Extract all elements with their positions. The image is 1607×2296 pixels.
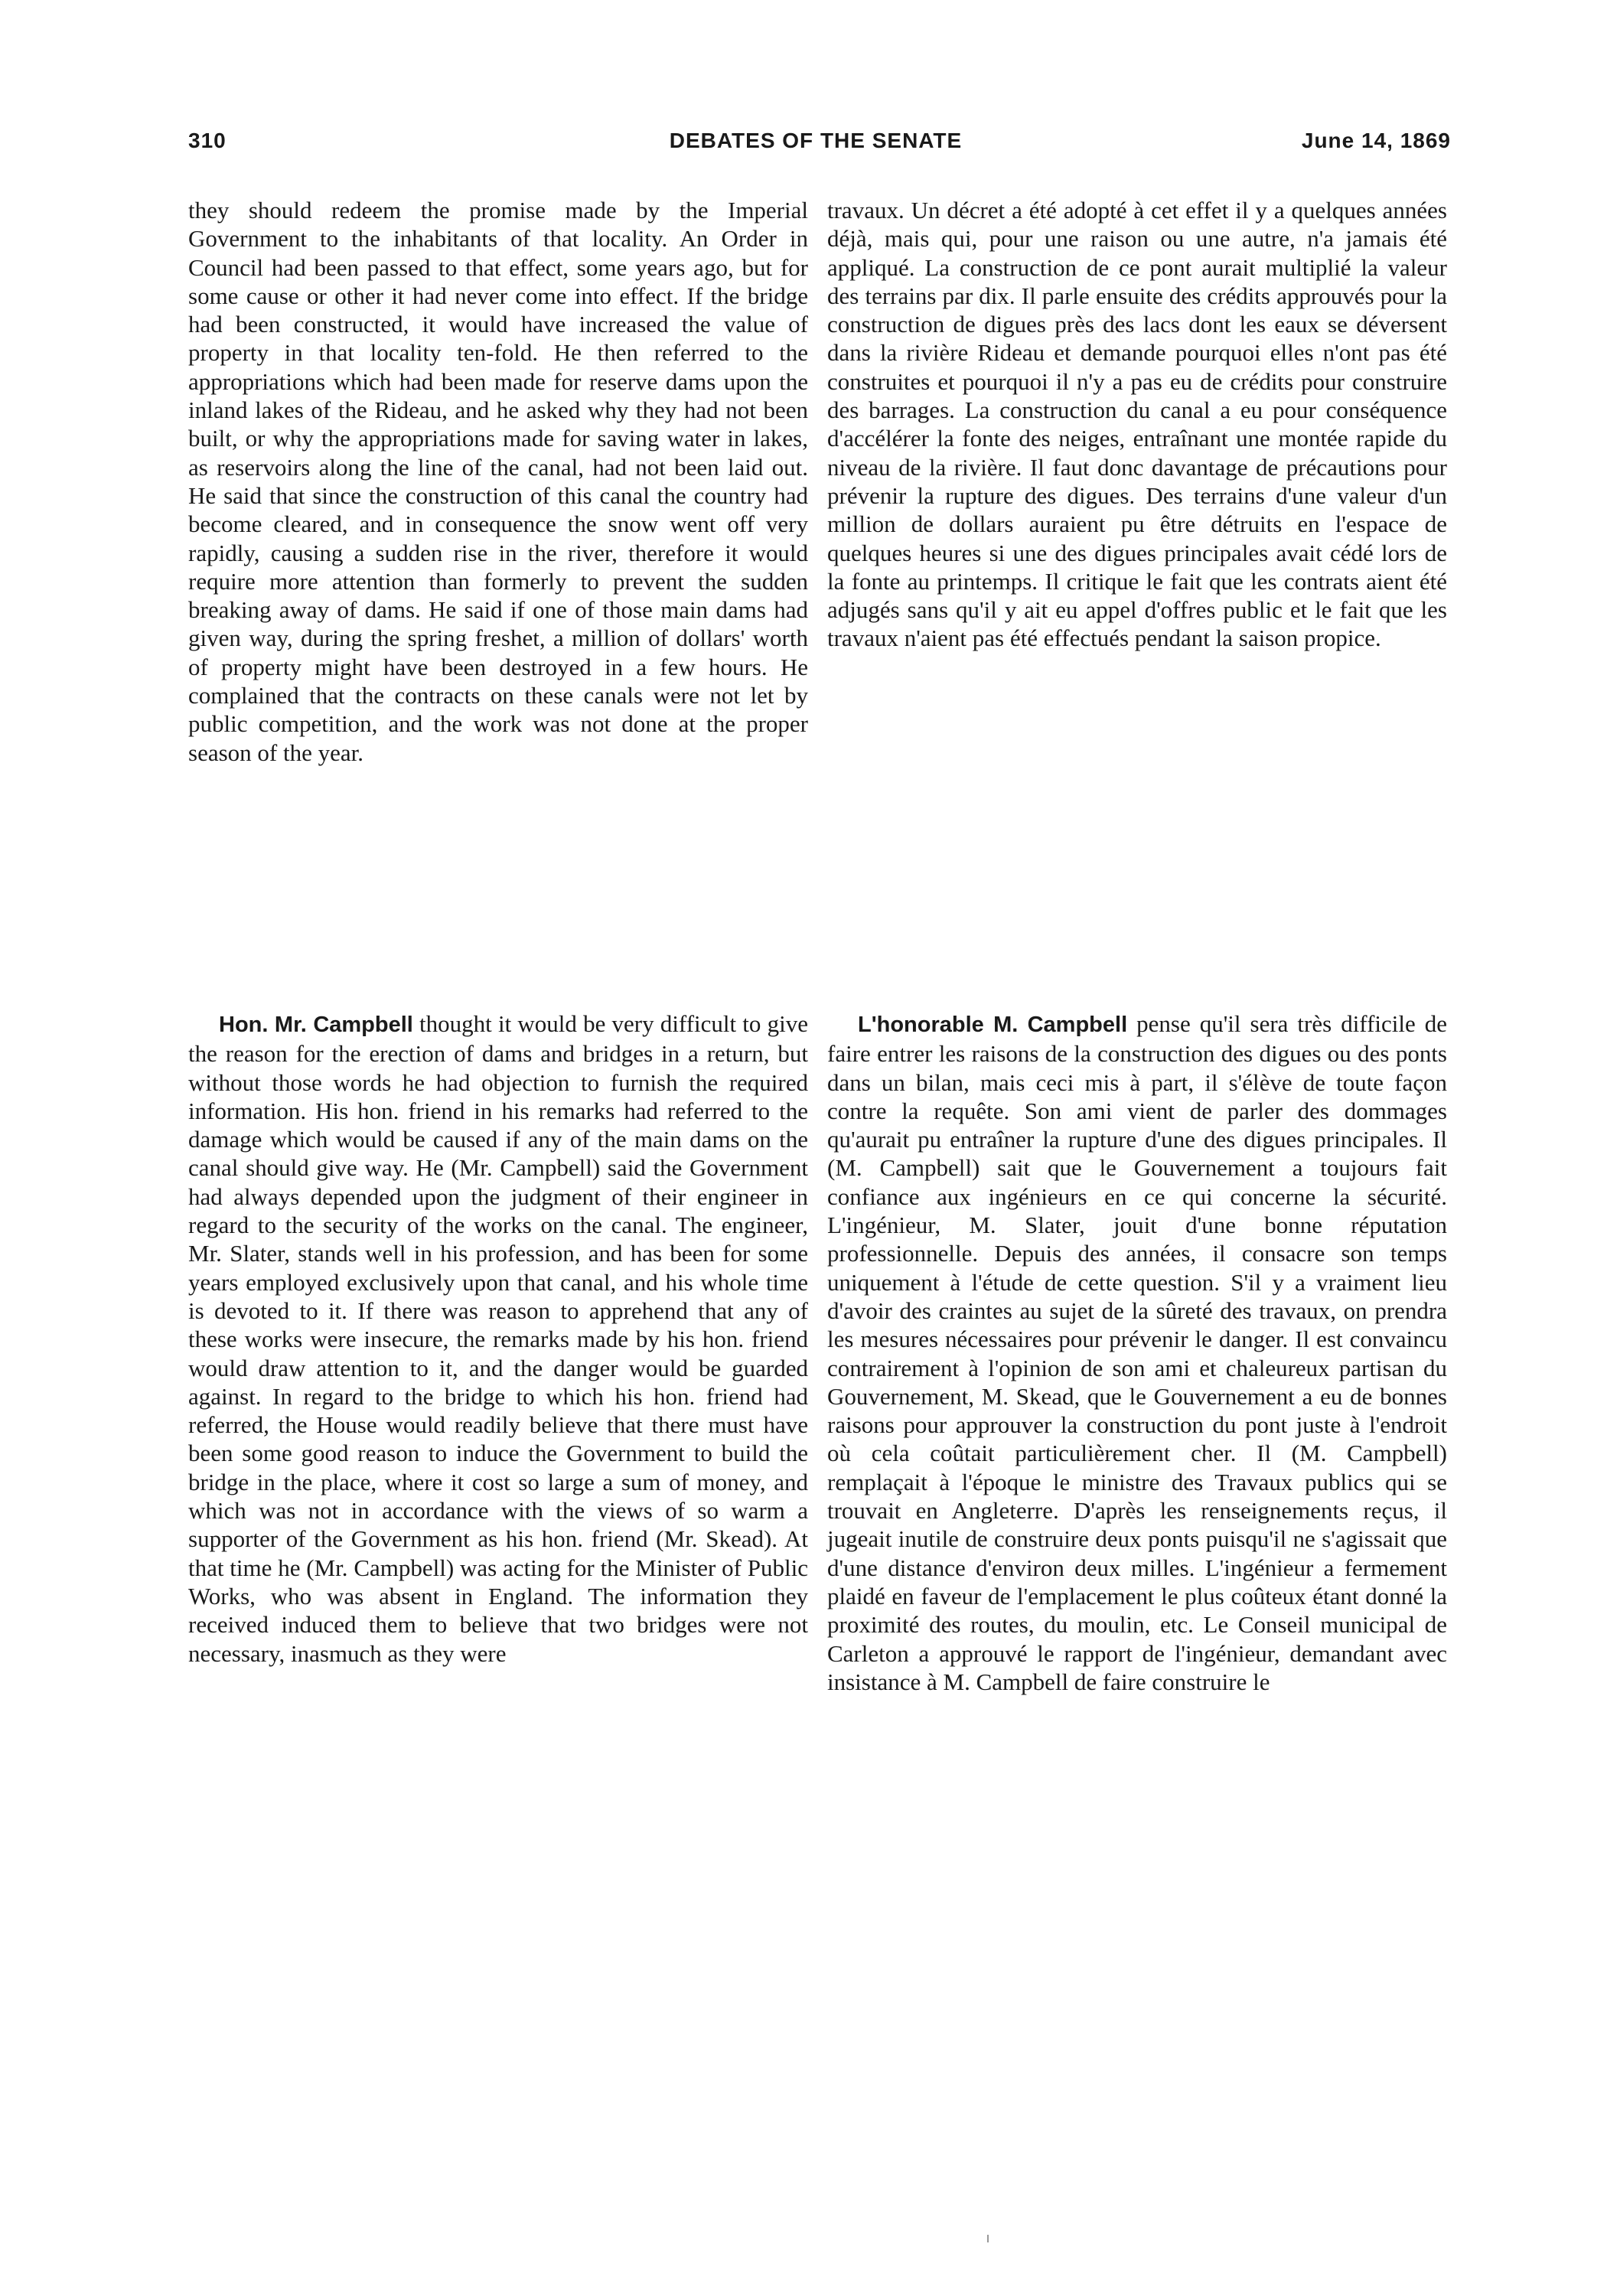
page-number: 310 xyxy=(188,129,227,152)
speaker-name-fr: L'honorable M. Campbell xyxy=(858,1013,1128,1037)
english-paragraph-2 xyxy=(188,1009,808,1668)
header-date: June 14, 1869 xyxy=(1301,129,1451,152)
french-paragraph-2 xyxy=(827,1009,1447,1696)
french-paragraph-1: travaux. Un décret a été adopté à cet effet il y a quelques années déjà, mais qui, pour une raison ou une autre, n'a jamais été appliqué. La construction de ce pont aurait multiplié la valeur des terrains par dix. Il parle ensuite des crédits approuvés pour la construction de digues près des lacs dont les eaux se déversent dans la rivière Rideau et demande pourquoi elles n'ont pas été construites et pourquoi il n'y a pas eu de crédits pour construire des barrages. La construction du canal a eu pour conséquence d'accélérer la fonte des neiges, entraînant une montée rapide du niveau de la rivière. Il faut donc davantage de précautions pour prévenir la rupture des digues. Des terrains d'une valeur d'un million de dollars auraient pu être détruits en l'espace de quelques heures si une des digues principales avait cédé lors de la fonte au printemps. Il critique le fait que les contrats aient été adjugés sans qu'il y ait eu appel d'offres public et le fait que les travaux n'aient pas été effectués pendant la saison propice. xyxy=(827,197,1447,652)
print-mark xyxy=(987,2235,989,2242)
english-column-continued xyxy=(188,196,808,767)
english-paragraph-1: they should redeem the promise made by the Imperial Government to the inhabitants of that locality. An Order in Council had been passed to that effect, some years ago, but for some cause or other it had never come into effect. If the bridge had been constructed, it would have increased the value of property in that locality ten-fold. He then referred to the appropriations which had been made for reserve dams upon the inland lakes of the Rideau, and he asked why they had not been built, or why the appropriations made for saving water in lakes, as reservoirs along the line of the canal, had not been laid out. He said that since the construction of this canal the country had become cleared, and in consequence the snow went off very rapidly, causing a sudden rise in the river, therefore it would require more attention than formerly to prevent the sudden breaking away of dams. He said if one of those main dams had given way, during the spring freshet, a million of dollars' worth of property might have been destroyed in a few hours. He complained that the contracts on these canals were not let by public competition, and the work was not done at the proper season of the year. xyxy=(188,197,808,766)
running-title: DEBATES OF THE SENATE xyxy=(669,129,963,152)
english-column-campbell xyxy=(188,1009,808,1668)
page-header xyxy=(181,129,1451,167)
french-column-continued xyxy=(827,196,1447,653)
french-speech-text: pense qu'il sera très difficile de faire entrer les raisons de la construction des digues ou des ponts dans un bilan, mais ceci mis à part, il s'élève de toute façon contre la requête. Son ami vient de parler des dommages qu'aurait pu entraîner la rupture d'une des digues principales. Il (M. Campbell) sait que le Gouvernement a toujours fait confiance aux ingénieurs en ce qui concerne la sécurité. L'ingénieur, M. Slater, jouit d'une bonne réputation professionnelle. Depuis des années, il consacre son temps uniquement à l'étude de cette question. S'il y a vraiment lieu d'avoir des craintes au sujet de la sûreté des travaux, on prendra les mesures nécessaires pour prévenir le danger. Il est convaincu contrairement à l'opinion de son ami et chaleureux partisan du Gouvernement, M. Skead, que le Gouvernement a eu de bonnes raisons pour approuver la construction du pont juste à l'endroit où cela coûtait particulièrement cher. Il (M. Campbell) remplaçait à l'époque le ministre des Travaux publics qui se trouvait en Angleterre. D'après les renseignements reçus, il jugeait inutile de construire deux ponts puisqu'il ne s'agissait que d'une distance d'environ deux milles. L'ingénieur a fermement plaidé en faveur de l'emplacement le plus coûteux étant donné la proximité des routes, du moulin, etc. Le Conseil municipal de Carleton a approuvé le rapport de l'ingénieur, demandant avec insistance à M. Campbell de faire construire le xyxy=(827,1010,1448,1695)
english-speech-text: thought it would be very difficult to give the reason for the erection of dams and bridges in a return, but without those words he had objection to furnish the required information. His hon. friend in his remarks had referred to the damage which would be caused if any of the main dams on the canal should give way. He (Mr. Campbell) said the Government had always depended upon the judgment of their engineer in regard to the security of the works on the canal. The engineer, Mr. Slater, stands well in his profession, and has been for some years employed exclusively upon that canal, and his whole time is devoted to it. If there was reason to apprehend that any of these works were insecure, the remarks made by his hon. friend would draw attention to it, and the danger would be guarded against. In regard to the bridge to which his hon. friend had referred, the House would readily believe that there must have been some good reason to induce the Government to build the bridge in the place, where it cost so large a sum of money, and which was not in accordance with the views of so warm a supporter of the Government as his hon. friend (Mr. Skead). At that time he (Mr. Campbell) was acting for the Minister of Public Works, who was absent in England. The information they received induced them to believe that two bridges were not necessary, inasmuch as they were xyxy=(188,1010,808,1667)
french-column-campbell xyxy=(827,1009,1447,1696)
speaker-name: Hon. Mr. Campbell xyxy=(219,1013,413,1037)
